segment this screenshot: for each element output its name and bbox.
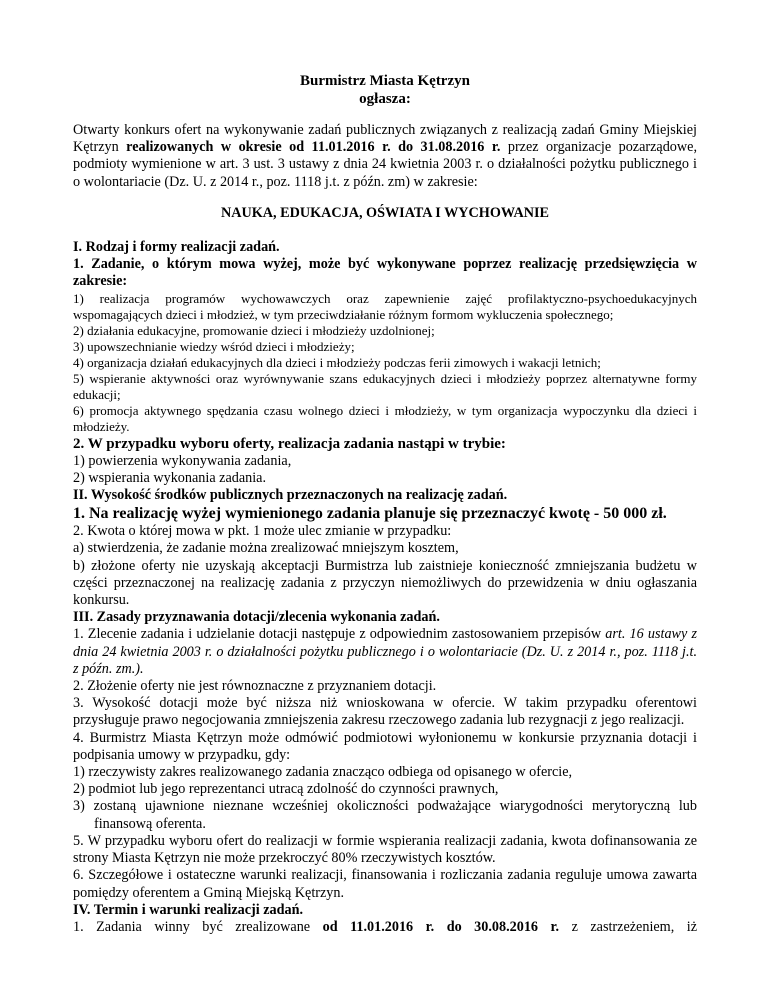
section-3-paragraph-6: 6. Szczegółowe i ostateczne warunki realizacji, finansowania i rozliczania zadania reguluje umowa zawarta pomiędzy oferentem a Gminą Miejską Kętrzyn. (73, 867, 697, 901)
section-4-p1-text: 1. Zadania winny być zrealizowane (73, 918, 323, 935)
document-subtitle: ogłasza: (359, 91, 411, 107)
section-3-p1-text: 1. Zlecenie zadania i udzielanie dotacji następuje z odpowiednim zastosowaniem przepisów (73, 626, 606, 643)
intro-paragraph (73, 122, 697, 191)
section-1-item: 3) upowszechnianie wiedzy wśród dzieci i młodzieży; (73, 338, 355, 354)
mode-item: 2) wspierania wykonania zadania. (73, 469, 267, 486)
intro-text-2: przez organizacje pozarządowe, podmioty wymienione w art. 3 ust. 3 ustawy z dnia 24 kwietnia 2003 r. o działalności pożytku publicznego i o wolontariacie (Dz. U. z 2014 r., poz. 1118 j.t. z późn. zm) w zakresie: (73, 139, 697, 190)
section-4-paragraph-1 (73, 919, 697, 936)
area-heading: NAUKA, EDUKACJA, OŚWIATA I WYCHOWANIE (221, 204, 549, 221)
section-2-point-2: 2. Kwota o której mowa w pkt. 1 może ulec zmianie w przypadku: (73, 523, 452, 540)
section-1-point-2: 2. W przypadku wyboru oferty, realizacja zadania nastąpi w trybie: (73, 435, 506, 452)
section-3-paragraph-4: 4. Burmistrz Miasta Kętrzyn może odmówić podmiotowi wyłonionemu w konkursie przyznania dotacji i podpisania umowy w przypadku, gdy: (73, 729, 697, 763)
intro-period: realizowanych w okresie od 11.01.2016 r. do 31.08.2016 r. (126, 139, 501, 156)
document-page (73, 72, 697, 936)
section-3-paragraph-1 (73, 626, 697, 678)
section-3-p4-item: 3) zostaną ujawnione nieznane wcześniej okoliczności podważające wiarygodności merytoryczną lub finansową oferenta. (73, 798, 697, 832)
section-4-heading: IV. Termin i warunki realizacji zadań. (73, 901, 304, 918)
section-3-p4-item: 1) rzeczywisty zakres realizowanego zadania znacząco odbiega od opisanego w ofercie, (73, 764, 573, 781)
section-3-p1-citation: art. 16 ustawy z dnia 24 kwietnia 2003 r. o działalności pożytku publicznego i o wolontariacie (Dz. U. z 2014 r., poz. 1118 j.t. z późn. zm.). (73, 626, 697, 677)
section-3-p4-item: 2) podmiot lub jego reprezentanci utracą zdolność do czynności prawnych, (73, 781, 499, 798)
section-3-paragraph-5: 5. W przypadku wyboru ofert do realizacji w formie wspierania realizacji zadania, kwota dofinansowania ze strony Miasta Kętrzyn nie może przekroczyć 80% rzeczywistych kosztów. (73, 832, 697, 867)
section-1-point-1: 1. Zadanie, o którym mowa wyżej, może być wykonywane poprzez realizację przedsięwzięcia w zakresie: (73, 256, 697, 290)
section-3-paragraph-2: 2. Złożenie oferty nie jest równoznaczne z przyznaniem dotacji. (73, 678, 437, 695)
intro-text-1: Otwarty konkurs ofert na wykonywanie zadań publicznych związanych z realizacją zadań Gminy Miejskiej Kętrzyn (73, 122, 697, 156)
section-3-heading: III. Zasady przyznawania dotacji/zlecenia wykonania zadań. (73, 609, 440, 626)
section-1-item: 1) realizacja programów wychowawczych oraz zapewnienie zajęć profilaktyczno-psychoedukacyjnych wspomagających dzieci i młodzież, w tym przeciwdziałanie różnym formom wykluczenia społecznego; (73, 290, 697, 322)
section-3-paragraph-3: 3. Wysokość dotacji może być niższa niż wnioskowana w ofercie. W takim przypadku oferentowi przysługuje prawo negocjowania zmniejszenia zakresu rzeczowego zadania lub rezygnacji z jego realizacji. (73, 695, 697, 729)
section-2-point-2b: b) złożone oferty nie uzyskają akceptacji Burmistrza lub zaistnieje konieczność zmniejszania budżetu w części przeznaczonej na realizację zadania z przyczyn niemożliwych do przewidzenia w dniu ogłaszania konkursu. (73, 557, 697, 609)
section-2-point-1: 1. Na realizację wyżej wymienionego zadania planuje się przeznaczyć kwotę - 50 000 zł. (73, 505, 667, 523)
section-2-heading: II. Wysokość środków publicznych przeznaczonych na realizację zadań. (73, 487, 508, 504)
section-1-item: 6) promocja aktywnego spędzania czasu wolnego dzieci i młodzieży, w tym organizacja wypoczynku dla dzieci i młodzieży. (73, 402, 697, 434)
mode-item: 1) powierzenia wykonywania zadania, (73, 452, 292, 469)
section-4-p1-end: z zastrzeżeniem, iż (559, 918, 697, 935)
section-4-p1-period: od 11.01.2016 r. do 30.08.2016 r. (322, 918, 560, 935)
section-1-heading: I. Rodzaj i formy realizacji zadań. (73, 239, 280, 256)
section-1-item: 4) organizacja działań edukacyjnych dla dzieci i młodzieży podczas ferii zimowych i wakacji letnich; (73, 354, 601, 370)
section-2-point-2a: a) stwierdzenia, że zadanie można zrealizować mniejszym kosztem, (73, 540, 459, 557)
document-title: Burmistrz Miasta Kętrzyn (300, 73, 470, 89)
section-1-item: 5) wspieranie aktywności oraz wyrównywanie szans edukacyjnych dzieci i młodzieży poprzez alternatywne formy edukacji; (73, 370, 697, 402)
section-1-item: 2) działania edukacyjne, promowanie dzieci i młodzieży uzdolnionej; (73, 322, 435, 338)
